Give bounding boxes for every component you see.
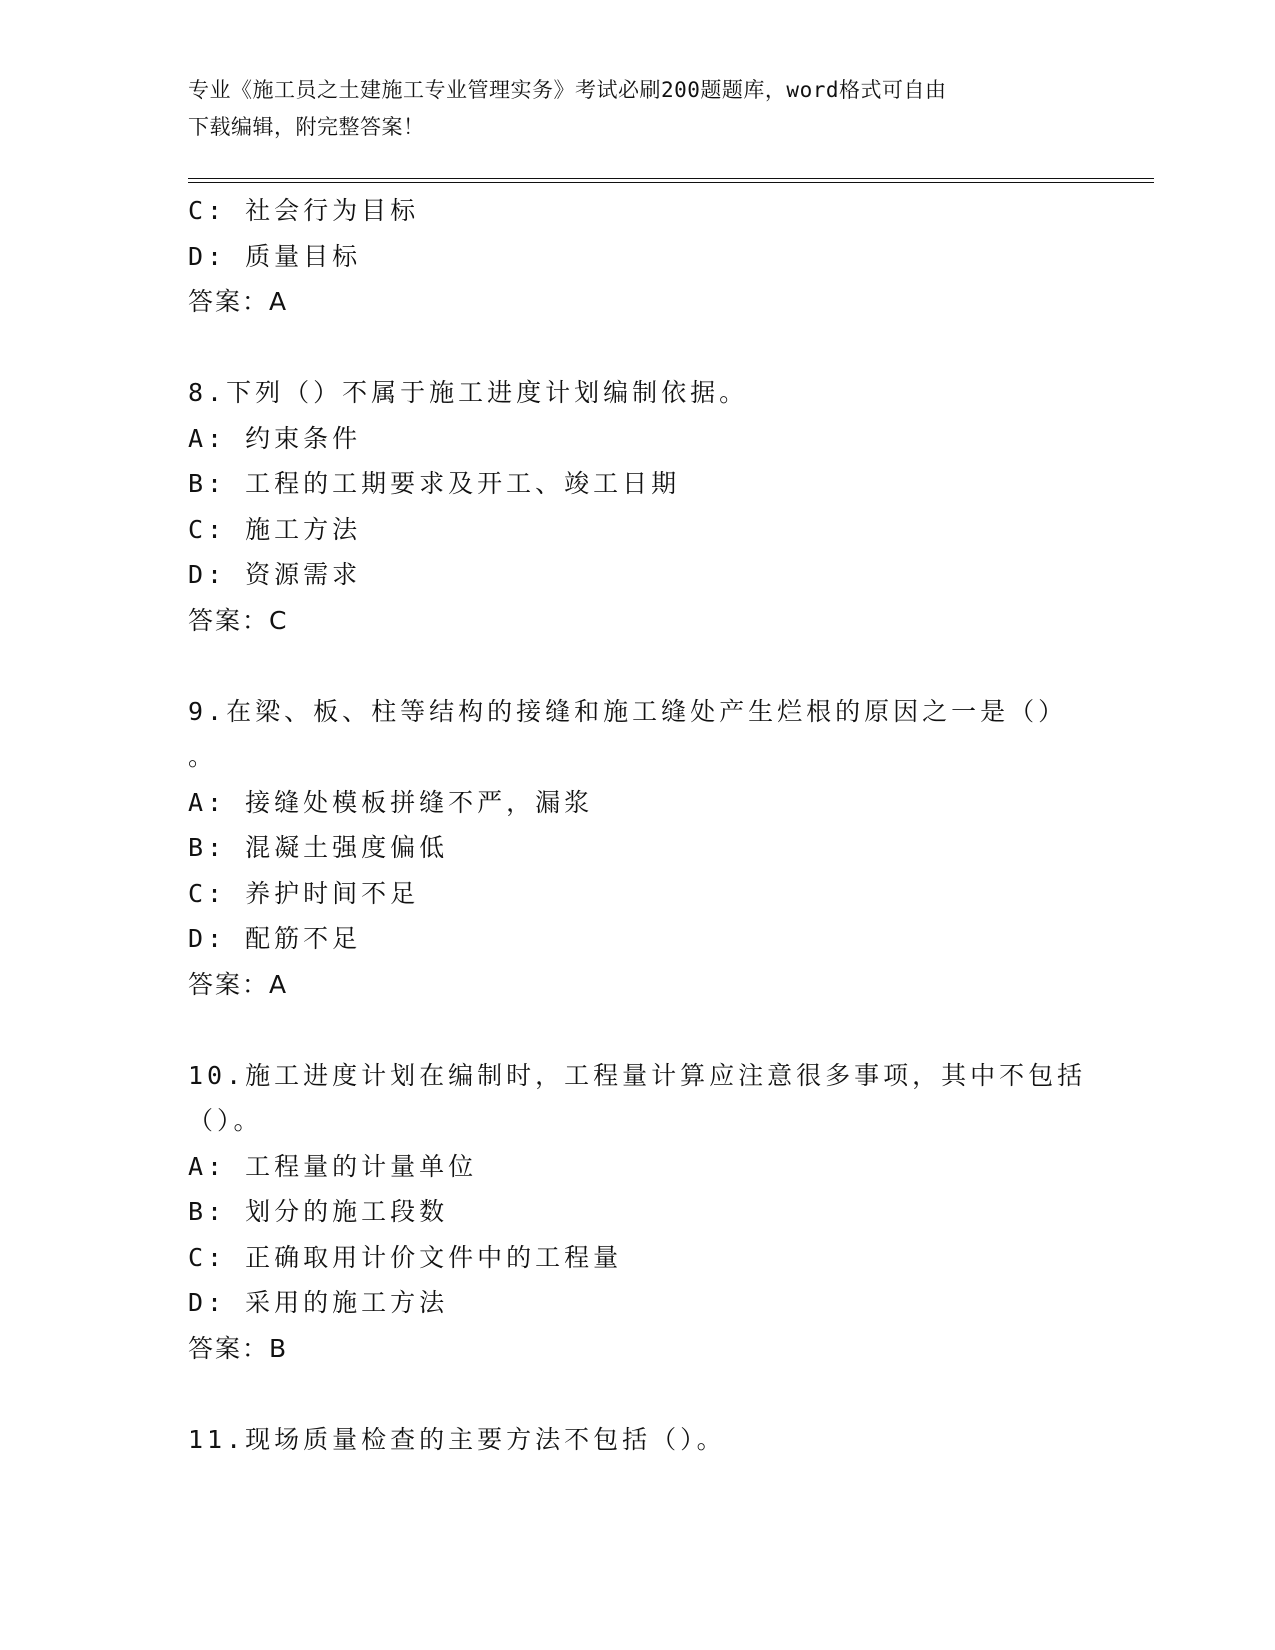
header-divider-top (188, 178, 1154, 179)
document-header (188, 72, 1068, 146)
option-d (188, 552, 1088, 598)
option-label: C: (188, 878, 227, 908)
option-d (188, 1280, 1088, 1326)
option-text: 划分的施工段数 (245, 1197, 449, 1226)
option-text: 配筋不足 (245, 924, 362, 953)
header-divider-bottom (188, 182, 1154, 183)
option-text: 采用的施工方法 (245, 1288, 449, 1317)
option-d (188, 234, 1088, 280)
question-content (188, 188, 1088, 1462)
question-10 (188, 1053, 1088, 1372)
option-text: 社会行为目标 (245, 196, 420, 225)
option-label: B: (188, 469, 227, 498)
option-c (188, 871, 1088, 917)
option-b (188, 461, 1088, 507)
option-text: 养护时间不足 (245, 878, 420, 908)
question-stem: 10.施工进度计划在编制时，工程量计算应注意很多事项，其中不包括 (188, 1060, 1087, 1090)
option-a (188, 1144, 1088, 1190)
option-label: C: (188, 1242, 227, 1272)
option-label: C: (188, 196, 227, 225)
option-label: A: (188, 423, 227, 453)
option-d (188, 916, 1088, 962)
question-stem-continued: （）。 (188, 1106, 263, 1135)
option-label: D: (188, 560, 227, 589)
option-c (188, 507, 1088, 553)
option-text: 施工方法 (245, 514, 362, 544)
option-text: 接缝处模板拼缝不严，漏浆 (245, 787, 594, 817)
option-text: 约束条件 (245, 423, 362, 453)
question-stem-continued: 。 (188, 742, 218, 771)
option-label: A: (188, 1151, 227, 1181)
option-b (188, 825, 1088, 871)
question-7-continued (188, 188, 1088, 325)
option-c (188, 1235, 1088, 1281)
option-label: B: (188, 833, 227, 862)
option-label: A: (188, 787, 227, 817)
question-11 (188, 1417, 1088, 1463)
question-stem: 9.在梁、板、柱等结构的接缝和施工缝处产生烂根的原因之一是（） (188, 696, 1068, 726)
answer-line: 答案：A (188, 287, 289, 316)
option-a (188, 780, 1088, 826)
option-b (188, 1189, 1088, 1235)
answer-line: 答案：B (188, 1333, 289, 1363)
header-line-1: 专业《施工员之土建施工专业管理实务》考试必刷200题题库，word格式可自由 (188, 78, 947, 102)
option-text: 混凝土强度偏低 (245, 833, 449, 862)
option-text: 工程量的计量单位 (245, 1151, 478, 1181)
answer-line: 答案：C (188, 605, 289, 635)
option-a (188, 416, 1088, 462)
option-text: 工程的工期要求及开工、竣工日期 (245, 469, 681, 498)
option-label: B: (188, 1197, 227, 1226)
question-8 (188, 370, 1088, 643)
option-label: D: (188, 924, 227, 953)
option-label: D: (188, 241, 227, 271)
option-text: 资源需求 (245, 560, 362, 589)
option-label: D: (188, 1288, 227, 1317)
answer-line: 答案：A (188, 969, 289, 999)
option-c (188, 188, 1088, 234)
option-label: C: (188, 514, 227, 544)
header-line-2: 下载编辑，附完整答案！ (188, 115, 425, 139)
question-9 (188, 689, 1088, 1008)
question-stem: 11.现场质量检查的主要方法不包括（）。 (188, 1424, 726, 1454)
option-text: 质量目标 (245, 241, 362, 271)
option-text: 正确取用计价文件中的工程量 (245, 1242, 623, 1272)
question-stem: 8.下列（）不属于施工进度计划编制依据。 (188, 378, 749, 407)
